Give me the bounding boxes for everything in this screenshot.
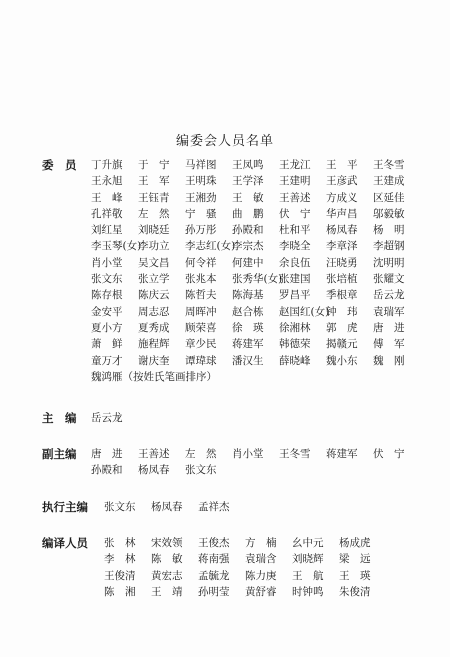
member-name: 杜和平 [279, 224, 311, 237]
member-name: 汪晓勇 [326, 256, 358, 269]
member-name: 李宗杰 [232, 240, 264, 253]
members-label: 委 员 [42, 158, 77, 172]
member-name: 肖小堂 [91, 256, 123, 269]
deputy-editor-name: 唐 进 [91, 448, 123, 460]
members-row [91, 271, 420, 287]
member-name: 何令祥 [185, 256, 217, 269]
member-name: 王 峰 [91, 191, 123, 204]
member-name: 赵合栋 [232, 305, 264, 318]
executive-editor-name: 杨凤春 [151, 501, 183, 513]
members-row [91, 320, 420, 336]
member-name: 夏小方 [91, 321, 123, 334]
member-name: 李章泽 [326, 240, 358, 253]
translators-list [104, 535, 386, 600]
translator-name: 袁瑞含 [245, 553, 277, 566]
member-name: 李超钢 [373, 240, 405, 253]
member-name: 张秀华(女) [232, 273, 283, 286]
member-name: 魏 刚 [373, 354, 405, 367]
translator-name: 刘晓辉 [292, 553, 324, 566]
member-name: 章少民 [185, 338, 217, 351]
deputy-editor-name: 王善述 [138, 448, 170, 460]
translator-name: 孙明莹 [198, 585, 230, 598]
member-name: 张建国 [279, 273, 311, 286]
member-name: 张文东 [91, 273, 123, 286]
members-note-row [91, 369, 420, 385]
editor-name: 岳云龙 [91, 412, 123, 424]
member-name: 区延佳 [373, 191, 405, 204]
member-name: 王永旭 [91, 175, 123, 188]
deputy-editors-row [91, 462, 420, 478]
member-name: 李玉琴(女) [91, 240, 142, 253]
deputy-editors-row [91, 446, 420, 462]
translator-name: 杨成虎 [339, 537, 371, 549]
deputy-editors-label: 副主编 [42, 447, 77, 461]
member-name: 季根章 [326, 289, 358, 302]
deputy-editor-name: 左 然 [185, 448, 217, 460]
translators-row [104, 584, 386, 600]
member-name: 陈海基 [232, 289, 264, 302]
executive-editors-list [104, 499, 245, 515]
member-name: 岳云龙 [373, 289, 405, 302]
members-row [91, 190, 420, 206]
member-name: 王建明 [279, 175, 311, 188]
member-name: 陈庆云 [138, 289, 170, 302]
translator-name: 方 楠 [245, 537, 277, 549]
executive-editor-name: 孟祥杰 [198, 501, 230, 513]
member-name: 王明珠 [185, 175, 217, 188]
members-row [91, 238, 420, 254]
member-name: 施程辉 [138, 338, 170, 351]
member-name: 余良伍 [279, 256, 311, 269]
member-name: 潘汉生 [232, 354, 264, 367]
member-name: 伏 宁 [279, 207, 311, 220]
member-name: 韩德荣 [279, 338, 311, 351]
member-name: 王冬雪 [373, 159, 405, 171]
deputy-editor-name: 孙殿和 [91, 464, 123, 477]
member-name: 魏小东 [326, 354, 358, 367]
editor-list [91, 410, 138, 426]
translator-name: 王俊清 [104, 569, 136, 582]
members-row [91, 222, 420, 238]
members-row [91, 206, 420, 222]
member-name: 陈哲夫 [185, 289, 217, 302]
members-row [91, 353, 420, 369]
translator-name: 朱俊清 [339, 585, 371, 598]
translator-name: 王俊杰 [198, 537, 230, 549]
member-name: 谭瑋球 [185, 354, 217, 367]
members-row [91, 287, 420, 303]
translator-name: 梁 远 [339, 553, 371, 566]
member-name: 左 然 [138, 207, 170, 220]
member-name: 孔祥敬 [91, 207, 123, 220]
executive-editors-row [104, 499, 245, 515]
member-name: 李晓全 [279, 240, 311, 253]
member-name: 薛晓峰 [279, 354, 311, 367]
member-name: 华声昌 [326, 207, 358, 220]
member-name: 罗昌平 [279, 289, 311, 302]
editor-row [91, 410, 138, 426]
translator-name: 王 航 [292, 569, 324, 582]
translators-row [104, 551, 386, 567]
member-name: 马祥图 [185, 159, 217, 171]
member-name: 王学泽 [232, 175, 264, 188]
translator-name: 王 瑛 [339, 569, 371, 582]
member-name: 王 敏 [232, 191, 264, 204]
member-name: 萧 鲜 [91, 338, 123, 351]
translators-label: 编译人员 [42, 536, 88, 550]
members-row [91, 255, 420, 271]
member-name: 王 平 [326, 159, 358, 171]
deputy-editor-name: 杨凤春 [138, 464, 170, 477]
member-name: 周志忍 [138, 305, 170, 318]
member-name: 吴文昌 [138, 256, 170, 269]
deputy-editor-name: 王冬雪 [279, 448, 311, 460]
member-name: 揭赣元 [326, 338, 358, 351]
members-row [91, 157, 420, 173]
executive-editor-name: 张文东 [104, 501, 136, 513]
translator-name: 孟毓龙 [198, 569, 230, 582]
member-name: 何建中 [232, 256, 264, 269]
member-name: 孙殿和 [232, 224, 264, 237]
translator-name: 陈 敏 [151, 553, 183, 566]
member-name: 邬毅敏 [373, 207, 405, 220]
executive-editors-label: 执行主编 [42, 500, 88, 514]
member-name: 袁瑞军 [373, 305, 405, 318]
member-name: 于 宁 [138, 159, 170, 171]
member-name: 傅 军 [373, 338, 405, 351]
member-name: 徐湘林 [279, 321, 311, 334]
member-name: 蒋建军 [232, 338, 264, 351]
deputy-editor-name: 蒋建军 [326, 448, 358, 460]
member-name: 李志红(女) [185, 240, 236, 253]
translator-name: 张 林 [104, 537, 136, 549]
translator-name: 李 林 [104, 553, 136, 566]
member-name: 王彦武 [326, 175, 358, 188]
translator-name: 宋效领 [151, 537, 183, 549]
member-name: 王 军 [138, 175, 170, 188]
member-name: 张耀文 [373, 273, 405, 286]
member-name: 张培植 [326, 273, 358, 286]
translator-name: 黄舒睿 [245, 585, 277, 598]
member-name: 顾荣喜 [185, 321, 217, 334]
member-name: 曲 鹏 [232, 207, 264, 220]
translator-name: 幺中元 [292, 537, 324, 549]
translator-name: 陈力庚 [245, 569, 277, 582]
member-name: 王湘劲 [185, 191, 217, 204]
member-name: 王龙江 [279, 159, 311, 171]
member-name: 王凤鸣 [232, 159, 264, 171]
member-name: 王建成 [373, 175, 405, 188]
member-name: 周晖冲 [185, 305, 217, 318]
member-name: 谢庆奎 [138, 354, 170, 367]
member-name: 李功立 [138, 240, 170, 253]
member-name: 方成义 [326, 191, 358, 204]
members-note: 魏鸿雁（按姓氏笔画排序） [91, 370, 217, 383]
member-name: 张立学 [138, 273, 170, 286]
member-name: 钟 玮 [326, 305, 358, 318]
member-name: 郭 虎 [326, 321, 358, 334]
member-name: 张兆本 [185, 273, 217, 286]
members-row [91, 173, 420, 189]
deputy-editor-name: 肖小堂 [232, 448, 264, 460]
member-name: 陈存根 [91, 289, 123, 302]
member-name: 沈明明 [373, 256, 405, 269]
translators-row [104, 535, 386, 551]
member-name: 刘红星 [91, 224, 123, 237]
members-row [91, 336, 420, 352]
member-name: 孙万彤 [185, 224, 217, 237]
member-name: 丁升旗 [91, 159, 123, 171]
members-list [91, 157, 420, 385]
members-row [91, 304, 420, 320]
member-name: 王钰青 [138, 191, 170, 204]
translator-name: 时钟鸣 [292, 585, 324, 598]
member-name: 童万才 [91, 354, 123, 367]
translators-row [104, 568, 386, 584]
member-name: 金安平 [91, 305, 123, 318]
member-name: 夏秀成 [138, 321, 170, 334]
member-name: 徐 瑛 [232, 321, 264, 334]
member-name: 杨凤春 [326, 224, 358, 237]
editor-label: 主 编 [42, 411, 77, 425]
translator-name: 黄宏志 [151, 569, 183, 582]
member-name: 唐 进 [373, 321, 405, 334]
member-name: 杨 明 [373, 224, 405, 237]
translator-name: 陈 湘 [104, 585, 136, 598]
member-name: 宁 骚 [185, 207, 217, 220]
member-name: 赵国红(女) [279, 305, 330, 318]
deputy-editor-name: 张文东 [185, 464, 217, 477]
translator-name: 蒋南强 [198, 553, 230, 566]
member-name: 王善述 [279, 191, 311, 204]
deputy-editors-list [91, 446, 420, 479]
deputy-editor-name: 伏 宁 [373, 448, 405, 460]
member-name: 刘晓廷 [138, 224, 170, 237]
translator-name: 王 靖 [151, 585, 183, 598]
page-title: 编委会人员名单 [175, 134, 274, 149]
